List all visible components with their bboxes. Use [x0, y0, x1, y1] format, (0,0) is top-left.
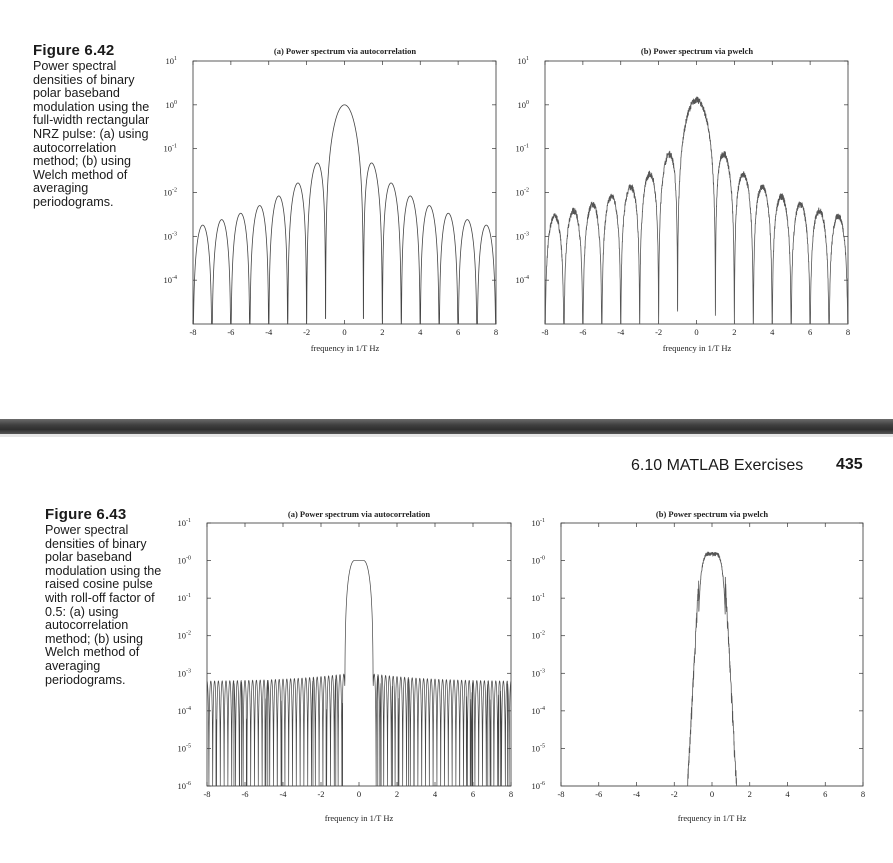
chart-rc-pwelch — [532, 509, 866, 823]
y-tick-label: $10^{-1}$ — [163, 143, 177, 154]
y-tick-label: $10^{-1}$ — [515, 143, 529, 154]
y-tick-label: $10^0$ — [517, 99, 529, 110]
x-tick-label: 4 — [418, 327, 423, 337]
x-tick-label: 6 — [470, 789, 476, 799]
plot-frame — [193, 61, 496, 324]
y-tick-label: $10^{-0}$ — [531, 555, 545, 566]
x-tick-label: 2 — [747, 789, 752, 799]
page-break-band — [0, 419, 893, 434]
x-tick-label: -2 — [303, 327, 311, 337]
y-tick-label: $10^{-0}$ — [177, 555, 191, 566]
y-tick-label: $10^{-1}$ — [531, 518, 545, 528]
y-tick-label: $10^{-1}$ — [177, 593, 191, 604]
chart-title: (b) Power spectrum via pwelch — [640, 46, 754, 56]
chart-nrz-pwelch — [516, 46, 851, 353]
y-tick-label: $10^1$ — [165, 56, 177, 66]
y-tick-label: $10^{-1}$ — [177, 518, 191, 528]
y-tick-label: $10^1$ — [517, 56, 529, 66]
y-tick-label: $10^{-2}$ — [177, 630, 191, 641]
x-axis — [557, 523, 865, 799]
y-tick-label: $10^{-6}$ — [531, 781, 545, 791]
plot-frame — [561, 523, 863, 786]
x-tick-label: 4 — [432, 789, 438, 799]
figure-6-43-text: Power spectral densities of binary polar baseband modulation using the raised cosine pulse with roll-off factor of 0.5: (a) using autocorrelation method; (b) using Welch method of averaging periodograms. — [45, 523, 162, 687]
x-tick-label: 6 — [808, 327, 813, 337]
x-tick-label: -6 — [595, 789, 603, 799]
y-tick-label: $10^0$ — [165, 99, 177, 110]
y-tick-label: $10^{-3}$ — [515, 231, 529, 242]
x-tick-label: -4 — [632, 789, 641, 799]
x-tick-label: -8 — [541, 327, 549, 337]
figure-6-43-label: Figure 6.43 — [45, 506, 127, 523]
y-tick-label: $10^{-4}$ — [163, 275, 177, 286]
figure-6-42-text: Power spectral densities of binary polar baseband modulation using the full-width rectangular NRZ pulse: (a) using autocorrelation method; (b) using Welch method of averaging periodograms. — [33, 59, 150, 209]
x-tick-label: 2 — [380, 327, 385, 337]
x-tick-label: 8 — [493, 327, 499, 337]
x-tick-label: 0 — [356, 789, 362, 799]
x-tick-label: 8 — [508, 789, 514, 799]
x-axis-label: frequency in 1/T Hz — [310, 343, 380, 353]
x-tick-label: -2 — [655, 327, 663, 337]
y-tick-label: $10^{-2}$ — [531, 630, 545, 641]
x-axis — [189, 61, 498, 337]
chart-title: (a) Power spectrum via autocorrelation — [273, 46, 417, 56]
spectrum-curve — [193, 105, 496, 324]
x-tick-label: -4 — [279, 789, 287, 799]
y-tick-label: $10^{-5}$ — [531, 743, 545, 754]
x-tick-label: 8 — [845, 327, 851, 337]
y-tick-label: $10^{-4}$ — [515, 275, 529, 286]
x-tick-label: 6 — [823, 789, 828, 799]
y-tick-label: $10^{-5}$ — [177, 743, 191, 754]
x-axis-label: frequency in 1/T Hz — [677, 813, 747, 823]
x-tick-label: 4 — [785, 789, 790, 799]
x-tick-label: -2 — [670, 789, 678, 799]
x-tick-label: -8 — [557, 789, 565, 799]
x-axis-label: frequency in 1/T Hz — [662, 343, 732, 353]
y-axis — [516, 56, 849, 285]
chart-title: (b) Power spectrum via pwelch — [655, 509, 769, 519]
x-tick-label: 0 — [342, 327, 347, 337]
y-tick-label: $10^{-4}$ — [177, 705, 191, 716]
x-tick-label: 6 — [456, 327, 461, 337]
figure-6-42-label: Figure 6.42 — [33, 42, 115, 59]
y-tick-label: $10^{-3}$ — [163, 231, 177, 242]
y-tick-label: $10^{-3}$ — [177, 668, 191, 679]
chart-nrz-autocorr — [164, 46, 499, 353]
x-tick-label: -4 — [265, 327, 273, 337]
x-tick-label: -8 — [203, 789, 211, 799]
plot-frame — [207, 523, 511, 786]
y-tick-label: $10^{-6}$ — [177, 781, 191, 791]
y-tick-label: $10^{-4}$ — [531, 705, 545, 716]
y-axis — [164, 56, 497, 285]
x-tick-label: -6 — [227, 327, 235, 337]
x-tick-label: -2 — [317, 789, 325, 799]
spectrum-curve — [561, 552, 863, 786]
x-tick-label: -4 — [617, 327, 625, 337]
chart-title: (a) Power spectrum via autocorrelation — [287, 509, 431, 519]
spectrum-curve — [207, 561, 511, 786]
x-tick-label: 8 — [860, 789, 866, 799]
y-tick-label: $10^{-1}$ — [531, 593, 545, 604]
x-tick-label: -6 — [241, 789, 249, 799]
chart-rc-autocorr — [178, 509, 514, 823]
y-tick-label: $10^{-2}$ — [163, 187, 177, 198]
x-tick-label: 0 — [694, 327, 699, 337]
x-tick-label: -6 — [579, 327, 587, 337]
running-header: 6.10 MATLAB Exercises — [631, 457, 804, 474]
y-tick-label: $10^{-2}$ — [515, 187, 529, 198]
spectrum-curve — [545, 97, 848, 324]
x-tick-label: -8 — [189, 327, 197, 337]
x-tick-label: 2 — [394, 789, 400, 799]
y-tick-label: $10^{-3}$ — [531, 668, 545, 679]
x-tick-label: 0 — [709, 789, 715, 799]
y-axis — [532, 518, 864, 791]
figure-6-43-caption — [45, 506, 167, 687]
page-number: 435 — [836, 456, 863, 473]
x-tick-label: 4 — [770, 327, 775, 337]
x-tick-label: 2 — [732, 327, 737, 337]
page-break-edge — [0, 434, 893, 437]
x-axis-label: frequency in 1/T Hz — [324, 813, 394, 823]
